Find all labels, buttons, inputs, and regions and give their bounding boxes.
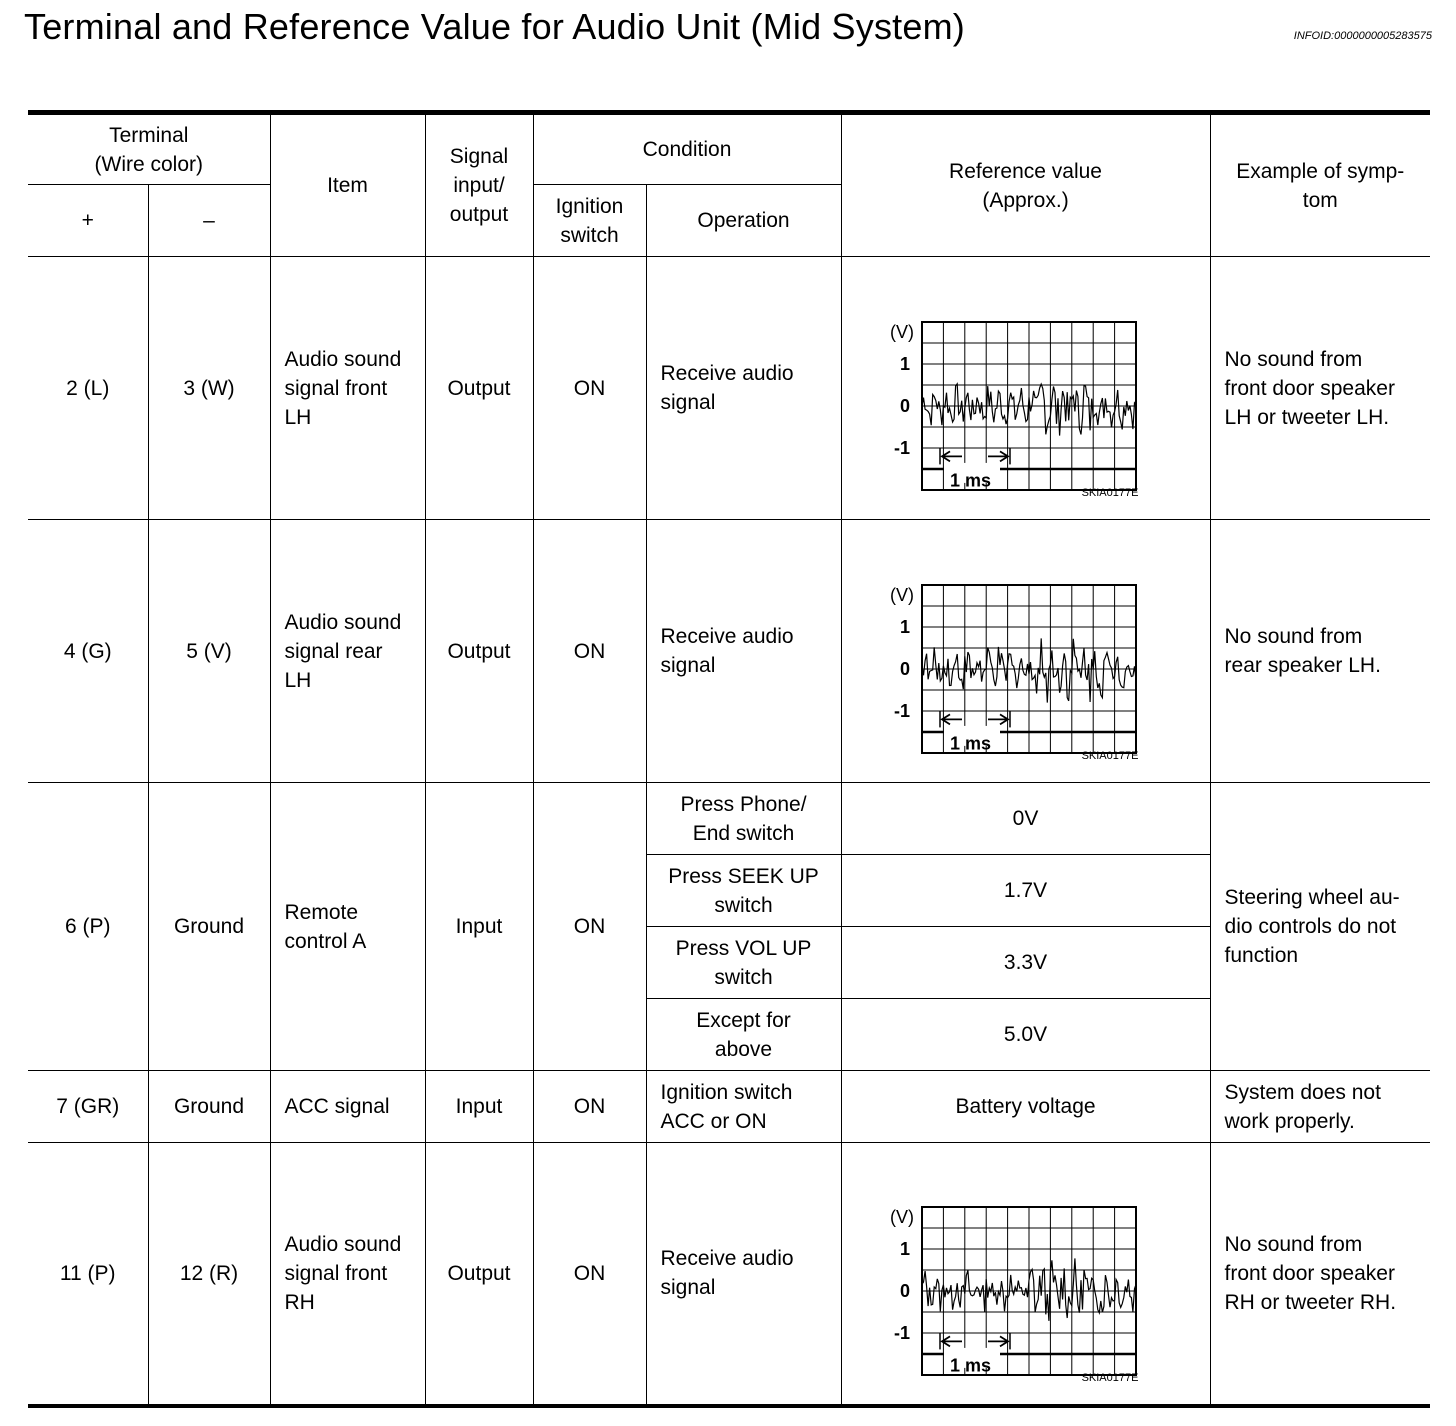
- minus-terminal: 3 (W): [148, 257, 270, 520]
- header-symptom: Example of symp- tom: [1210, 113, 1430, 257]
- minus-terminal: 12 (R): [148, 1143, 270, 1406]
- reference-value: Battery voltage: [841, 1071, 1210, 1143]
- figure-code: SKIA0177E: [1081, 487, 1138, 498]
- waveform-time-label: 1 ms: [949, 470, 991, 491]
- waveform-chart: [866, 1163, 1186, 1383]
- reference-value: 5.0V: [841, 999, 1210, 1071]
- plus-terminal: 4 (G): [28, 520, 148, 783]
- signal-cell: Input: [425, 783, 533, 1071]
- waveform-y-tick: 0: [899, 396, 910, 416]
- waveform-cell: [841, 520, 1210, 783]
- plus-terminal: 6 (P): [28, 783, 148, 1071]
- item-cell: Remote control A: [270, 783, 425, 1071]
- symptom-cell: System does not work properly.: [1210, 1071, 1430, 1143]
- item-cell: Audio sound signal rear LH: [270, 520, 425, 783]
- header-reference: Reference value (Approx.): [841, 113, 1210, 257]
- operation-cell: Press SEEK UP switch: [646, 855, 841, 927]
- waveform-chart: [866, 541, 1186, 761]
- waveform-cell: [841, 1143, 1210, 1406]
- waveform-chart: [866, 278, 1186, 498]
- waveform-y-tick: 1: [899, 1239, 910, 1260]
- ignition-cell: ON: [533, 520, 646, 783]
- table-row: [28, 1143, 1430, 1406]
- info-id: INFOID:0000000005283575: [1293, 30, 1432, 42]
- waveform-y-tick: -1: [893, 1323, 910, 1344]
- waveform-y-tick: 1: [899, 354, 910, 374]
- table-row: [28, 1071, 1430, 1143]
- header-operation: Operation: [646, 185, 841, 257]
- minus-terminal: Ground: [148, 1071, 270, 1143]
- operation-cell: Press Phone/ End switch: [646, 783, 841, 855]
- reference-value: 1.7V: [841, 855, 1210, 927]
- waveform-unit-label: (V): [889, 1207, 914, 1228]
- ignition-cell: ON: [533, 783, 646, 1071]
- operation-cell: Press VOL UP switch: [646, 927, 841, 999]
- header-plus: +: [28, 185, 148, 257]
- signal-cell: Input: [425, 1071, 533, 1143]
- minus-terminal: 5 (V): [148, 520, 270, 783]
- signal-cell: Output: [425, 1143, 533, 1406]
- reference-value: 0V: [841, 783, 1210, 855]
- plus-terminal: 7 (GR): [28, 1071, 148, 1143]
- waveform-y-tick: 1: [899, 617, 910, 637]
- ignition-cell: ON: [533, 1143, 646, 1406]
- symptom-cell: No sound from front door speaker LH or tweeter LH.: [1210, 257, 1430, 520]
- header-condition: Condition: [533, 113, 841, 185]
- operation-cell: Receive audio signal: [646, 520, 841, 783]
- signal-cell: Output: [425, 257, 533, 520]
- item-cell: ACC signal: [270, 1071, 425, 1143]
- arrow-right: [988, 451, 1008, 461]
- header-item: Item: [270, 113, 425, 257]
- table-row: [28, 257, 1430, 520]
- ignition-cell: ON: [533, 1071, 646, 1143]
- signal-cell: Output: [425, 520, 533, 783]
- table-row: [28, 783, 1430, 855]
- symptom-cell: No sound from front door speaker RH or tweeter RH.: [1210, 1143, 1430, 1406]
- waveform-y-tick: -1: [893, 701, 910, 721]
- minus-terminal: Ground: [148, 783, 270, 1071]
- waveform-cell: [841, 257, 1210, 520]
- waveform-time-label: 1 ms: [949, 733, 991, 754]
- waveform-y-tick: 0: [899, 1281, 910, 1302]
- operation-cell: Except for above: [646, 999, 841, 1071]
- arrow-left: [942, 1337, 962, 1347]
- plus-terminal: 11 (P): [28, 1143, 148, 1406]
- arrow-right: [988, 714, 1008, 724]
- header-terminal: Terminal (Wire color): [28, 113, 270, 185]
- item-cell: Audio sound signal front LH: [270, 257, 425, 520]
- operation-cell: Receive audio signal: [646, 257, 841, 520]
- figure-code: SKIA0177E: [1081, 750, 1138, 761]
- ignition-cell: ON: [533, 257, 646, 520]
- header-ignition: Ignition switch: [533, 185, 646, 257]
- arrow-left: [942, 451, 962, 461]
- reference-value: 3.3V: [841, 927, 1210, 999]
- waveform-unit-label: (V): [889, 585, 914, 605]
- operation-cell: Ignition switch ACC or ON: [646, 1071, 841, 1143]
- page-title: Terminal and Reference Value for Audio Unit (Mid System): [24, 6, 965, 47]
- header-signal: Signal input/ output: [425, 113, 533, 257]
- header-minus: –: [148, 185, 270, 257]
- operation-cell: Receive audio signal: [646, 1143, 841, 1406]
- symptom-cell: No sound from rear speaker LH.: [1210, 520, 1430, 783]
- waveform-y-tick: -1: [893, 438, 910, 458]
- table-row: [28, 520, 1430, 783]
- figure-code: SKIA0177E: [1081, 1372, 1138, 1384]
- waveform-unit-label: (V): [889, 322, 914, 342]
- arrow-left: [942, 714, 962, 724]
- waveform-y-tick: 0: [899, 659, 910, 679]
- waveform-time-label: 1 ms: [949, 1355, 991, 1376]
- arrow-right: [988, 1337, 1008, 1347]
- terminal-reference-table: [28, 110, 1430, 1408]
- plus-terminal: 2 (L): [28, 257, 148, 520]
- item-cell: Audio sound signal front RH: [270, 1143, 425, 1406]
- symptom-cell: Steering wheel au- dio controls do not function: [1210, 783, 1430, 1071]
